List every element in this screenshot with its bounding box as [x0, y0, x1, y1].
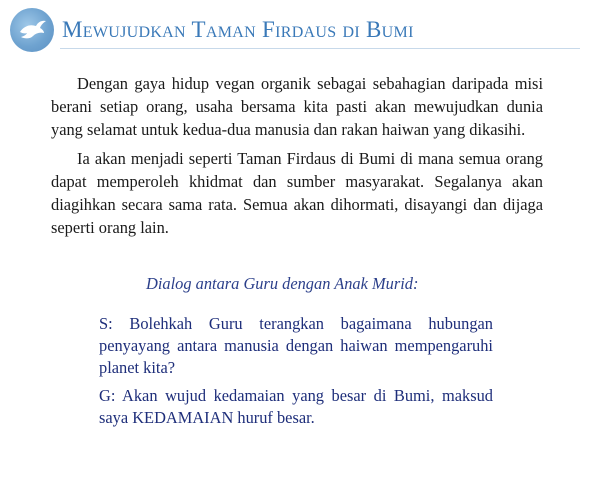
dialog-block	[99, 313, 493, 435]
dialog-heading: Dialog antara Guru dengan Anak Murid:	[146, 274, 419, 293]
page-title: Mewujudkan Taman Firdaus di Bumi	[62, 17, 414, 42]
page-header	[0, 8, 590, 52]
title-divider	[60, 48, 580, 49]
dialog-question: S: Bolehkah Guru terangkan bagaimana hubungan penyayang antara manusia dengan haiwan mempengaruhi planet kita?	[99, 314, 493, 377]
dialog-answer: G: Akan wujud kedamaian yang besar di Bumi, maksud saya KEDAMAIAN huruf besar.	[99, 386, 493, 427]
body-text	[51, 72, 543, 245]
body-paragraph: Dengan gaya hidup vegan organik sebagai sebahagian daripada misi berani setiap orang, usaha bersama kita pasti akan mewujudkan dunia yang selamat untuk kedua-dua manusia dan rakan haiwan yang dikasihi.	[51, 74, 543, 139]
body-paragraph: Ia akan menjadi seperti Taman Firdaus di Bumi di mana semua orang dapat memperoleh khidmat dan sumber masyarakat. Segalanya akan diagihkan secara sama rata. Semua akan dihormati, disayangi dan dijaga seperti orang lain.	[51, 149, 543, 237]
dove-icon	[10, 8, 54, 52]
